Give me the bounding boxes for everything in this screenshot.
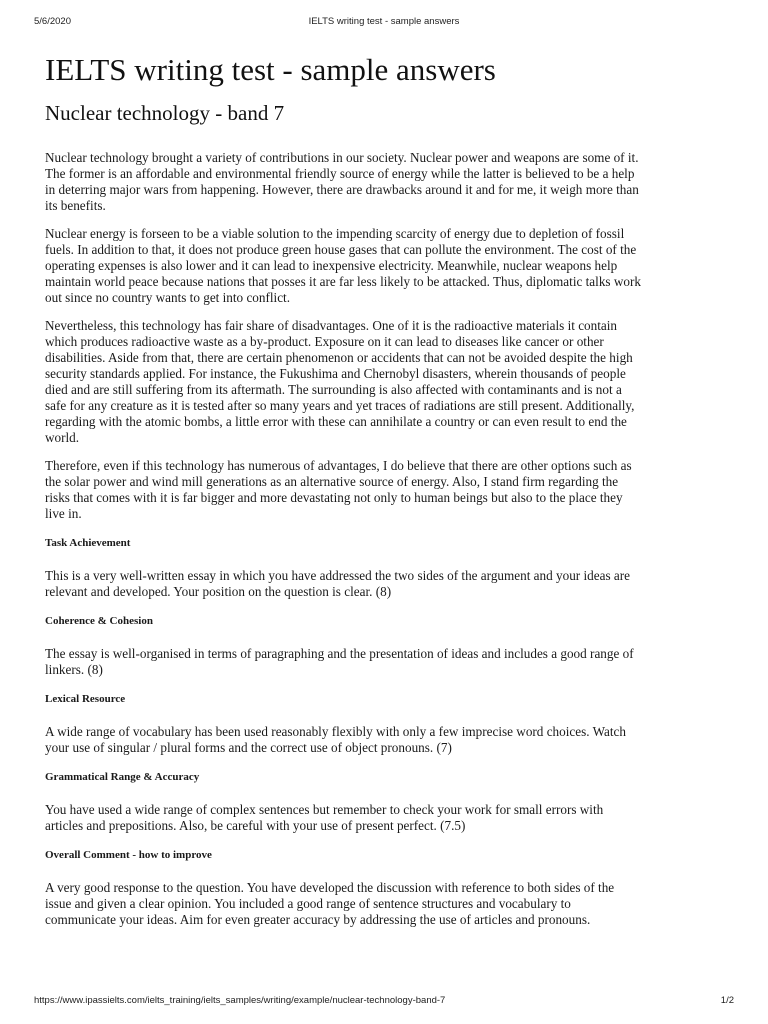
feedback-section: [45, 536, 733, 928]
page-number: 1/2: [720, 995, 734, 1006]
essay-paragraph: Nevertheless, this technology has fair share of disadvantages. One of it is the radioactive materials it contain which produces radioactive waste as a by-product. Exposure on it can lead to diseases like cancer or other disabilities. Aside from that, there are certain phenomenon or accidents that can not be avoided despite the high security standards applied. For instance, the Fukushima and Chernobyl disasters, wherein thousands of people died and are still suffering from its aftermath. The surrounding is also affected with contaminants and is not a safe for any creature as it is tested after so many years and yet traces of radiations are still present. Additionally, regarding with the atomic bombs, a little error with these can annihilate a country or can even result to end the world.: [45, 318, 635, 445]
criterion-heading: Overall Comment - how to improve: [45, 849, 212, 861]
criterion-heading: Lexical Resource: [45, 693, 126, 705]
criterion-feedback: You have used a wide range of complex sentences but remember to check your work for small errors with articles and prepositions. Also, be careful with your use of present perfect. (7.5): [45, 802, 604, 833]
print-title: IELTS writing test - sample answers: [308, 16, 460, 27]
criterion-heading: Task Achievement: [45, 537, 131, 549]
essay-paragraph: Nuclear technology brought a variety of contributions in our society. Nuclear power and weapons are some of it. The former is an affordable and environmental friendly source of energy while the latter is believed to be a help in deterring major wars from happening. However, there are drawbacks around it and for me, it weigh more than its benefits.: [45, 150, 639, 213]
page-title: IELTS writing test - sample answers: [45, 52, 496, 87]
criterion-feedback: This is a very well-written essay in which you have addressed the two sides of the argument and your ideas are relevant and developed. Your position on the question is clear. (8): [45, 568, 630, 599]
criterion-feedback: The essay is well-organised in terms of paragraphing and the presentation of ideas and includes a good range of linkers. (8): [45, 646, 634, 677]
criterion-feedback: A very good response to the question. You have developed the discussion with reference to both sides of the issue and given a clear opinion. You included a good range of sentence structures and vocabulary to communicate your ideas. Aim for even greater accuracy by addressing the use of articles and pronouns.: [45, 880, 615, 927]
essay-paragraph: Nuclear energy is forseen to be a viable solution to the impending scarcity of energy due to depletion of fossil fuels. In addition to that, it does not produce green house gases that can pollute the environment. The cost of the operating expenses is also lower and it can lead to inexpensive electricity. Meanwhile, nuclear weapons help maintain world peace because nations that posses it are far less likely to be attacked. Thus, diplomatic talks work out since no country wants to get into conflict.: [45, 226, 641, 305]
print-date: 5/6/2020: [34, 16, 71, 27]
essay: [45, 150, 733, 522]
criterion-feedback: A wide range of vocabulary has been used reasonably flexibly with only a few imprecise word choices. Watch your use of singular / plural forms and the correct use of object pronouns. (7): [45, 724, 626, 755]
criterion-heading: Grammatical Range & Accuracy: [45, 771, 200, 783]
criterion-heading: Coherence & Cohesion: [45, 615, 153, 627]
document-body: [45, 50, 733, 928]
essay-subtitle: Nuclear technology - band 7: [45, 101, 285, 125]
essay-paragraph: Therefore, even if this technology has numerous of advantages, I do believe that there are other options such as the solar power and wind mill generations as an alternative source of energy. Also, I stand firm regarding the risks that comes with it is far bigger and more devastating not only to human beings but also to the place they live in.: [45, 458, 632, 521]
print-url: https://www.ipassielts.com/ielts_training/ielts_samples/writing/example/nuclear-technology-band-7: [34, 995, 446, 1006]
